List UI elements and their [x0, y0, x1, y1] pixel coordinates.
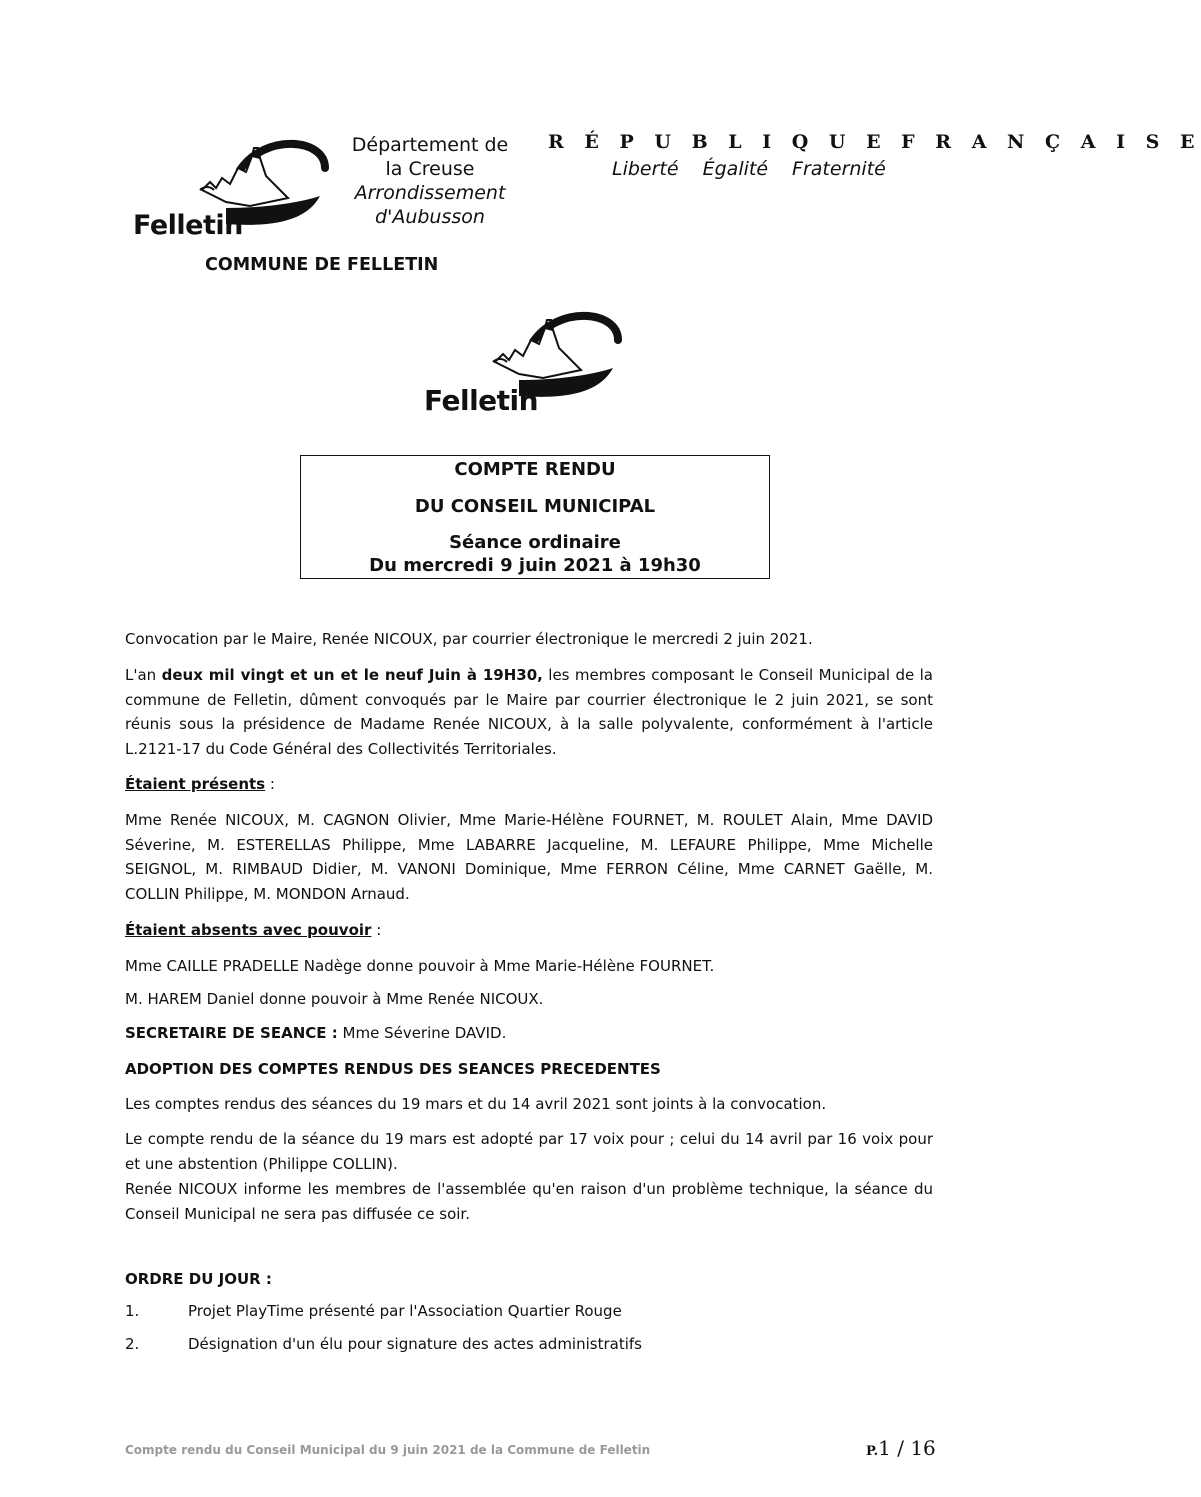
intro-rest: les membres composant le Conseil Municipal de la commune de Felletin, dûment convoqués par le Maire par courrier électronique le 2 juin 2021, se sont réunis sous la présidence de Madame Renée NICOUX, à la salle polyvalente, conformément à l'article L.2121-17 du Code Général des Collectivités Territoriales.	[125, 666, 933, 758]
intro-paragraph	[125, 663, 933, 761]
felletin-center-logo	[418, 310, 628, 420]
title-line-4: Du mercredi 9 juin 2021 à 19h30	[369, 555, 701, 576]
absent-label: Étaient absents avec pouvoir	[125, 921, 372, 939]
intro-start: L'an	[125, 666, 162, 684]
commune-name: COMMUNE DE FELLETIN	[205, 255, 439, 275]
felletin-logo	[130, 138, 330, 248]
proxy-line-1: Mme CAILLE PRADELLE Nadège donne pouvoir à Mme Marie-Hélène FOURNET.	[125, 957, 715, 975]
agenda-item-number: 2.	[125, 1335, 140, 1353]
agenda-item-number: 1.	[125, 1302, 140, 1320]
present-suffix: :	[265, 775, 275, 793]
secretary-label: SECRETAIRE DE SEANCE :	[125, 1024, 338, 1042]
present-list: Mme Renée NICOUX, M. CAGNON Olivier, Mme Marie-Hélène FOURNET, M. ROULET Alain, Mme DAVID Séverine, M. ESTERELLAS Philippe, Mme LABARRE Jacqueline, M. LEFAURE Philippe, Mme Michelle SEIGNOL, M. RIMBAUD Didier, M. VANONI Dominique, Mme FERRON Céline, Mme CARNET Gaëlle, M. COLLIN Philippe, M. MONDON Arnaud.	[125, 811, 933, 903]
arrondissement-line-2: d'Aubusson	[375, 206, 485, 228]
report-title-box	[300, 455, 770, 579]
agenda-title: ORDRE DU JOUR :	[125, 1270, 272, 1288]
present-label: Étaient présents	[125, 775, 266, 793]
adoption-paragraph-1: Les comptes rendus des séances du 19 mars et du 14 avril 2021 sont joints à la convocation.	[125, 1095, 827, 1113]
title-line-1: COMPTE RENDU	[454, 459, 616, 480]
felletin-center-logo-text: Felletin	[424, 384, 539, 417]
department-line-1: Département de	[351, 134, 509, 156]
adoption-paragraph-3: Renée NICOUX informe les membres de l'assemblée qu'en raison d'un problème technique, la séance du Conseil Municipal ne sera pas diffusée ce soir.	[125, 1180, 933, 1223]
proxy-line-2: M. HAREM Daniel donne pouvoir à Mme Renée NICOUX.	[125, 990, 544, 1008]
footer-caption: Compte rendu du Conseil Municipal du 9 juin 2021 de la Commune de Felletin	[125, 1443, 651, 1457]
secretary-value: Mme Séverine DAVID.	[337, 1024, 507, 1042]
arrondissement-line-1: Arrondissement	[354, 182, 506, 204]
title-line-2: DU CONSEIL MUNICIPAL	[414, 496, 656, 517]
convocation-paragraph: Convocation par le Maire, Renée NICOUX, par courrier électronique le mercredi 2 juin 2021.	[125, 630, 813, 648]
present-heading	[125, 772, 933, 797]
department-block	[340, 133, 520, 229]
page-number	[866, 1436, 936, 1460]
page-prefix: P.	[866, 1444, 879, 1459]
agenda-item-text: Projet PlayTime présenté par l'Association Quartier Rouge	[188, 1302, 622, 1320]
adoption-title: ADOPTION DES COMPTES RENDUS DES SEANCES PRECEDENTES	[125, 1060, 661, 1078]
secretary-line	[125, 1021, 933, 1046]
republic-motto: Liberté Égalité Fraternité	[612, 158, 886, 180]
title-line-3: Séance ordinaire	[449, 532, 621, 553]
absent-heading	[125, 918, 933, 943]
intro-date: deux mil vingt et un et le neuf Juin à 19H30,	[161, 666, 543, 684]
absent-suffix: :	[371, 921, 382, 939]
page-count: 1 / 16	[878, 1436, 936, 1460]
department-line-2: la Creuse	[385, 158, 475, 180]
felletin-logo-text: Felletin	[133, 210, 243, 241]
republic-title: R É P U B L I Q U E F R A N Ç A I S E	[548, 131, 1201, 153]
adoption-paragraph-2: Le compte rendu de la séance du 19 mars est adopté par 17 voix pour ; celui du 14 avril par 16 voix pour et une abstention (Philippe COLLIN).	[125, 1130, 933, 1173]
agenda-item-text: Désignation d'un élu pour signature des actes administratifs	[188, 1335, 642, 1353]
